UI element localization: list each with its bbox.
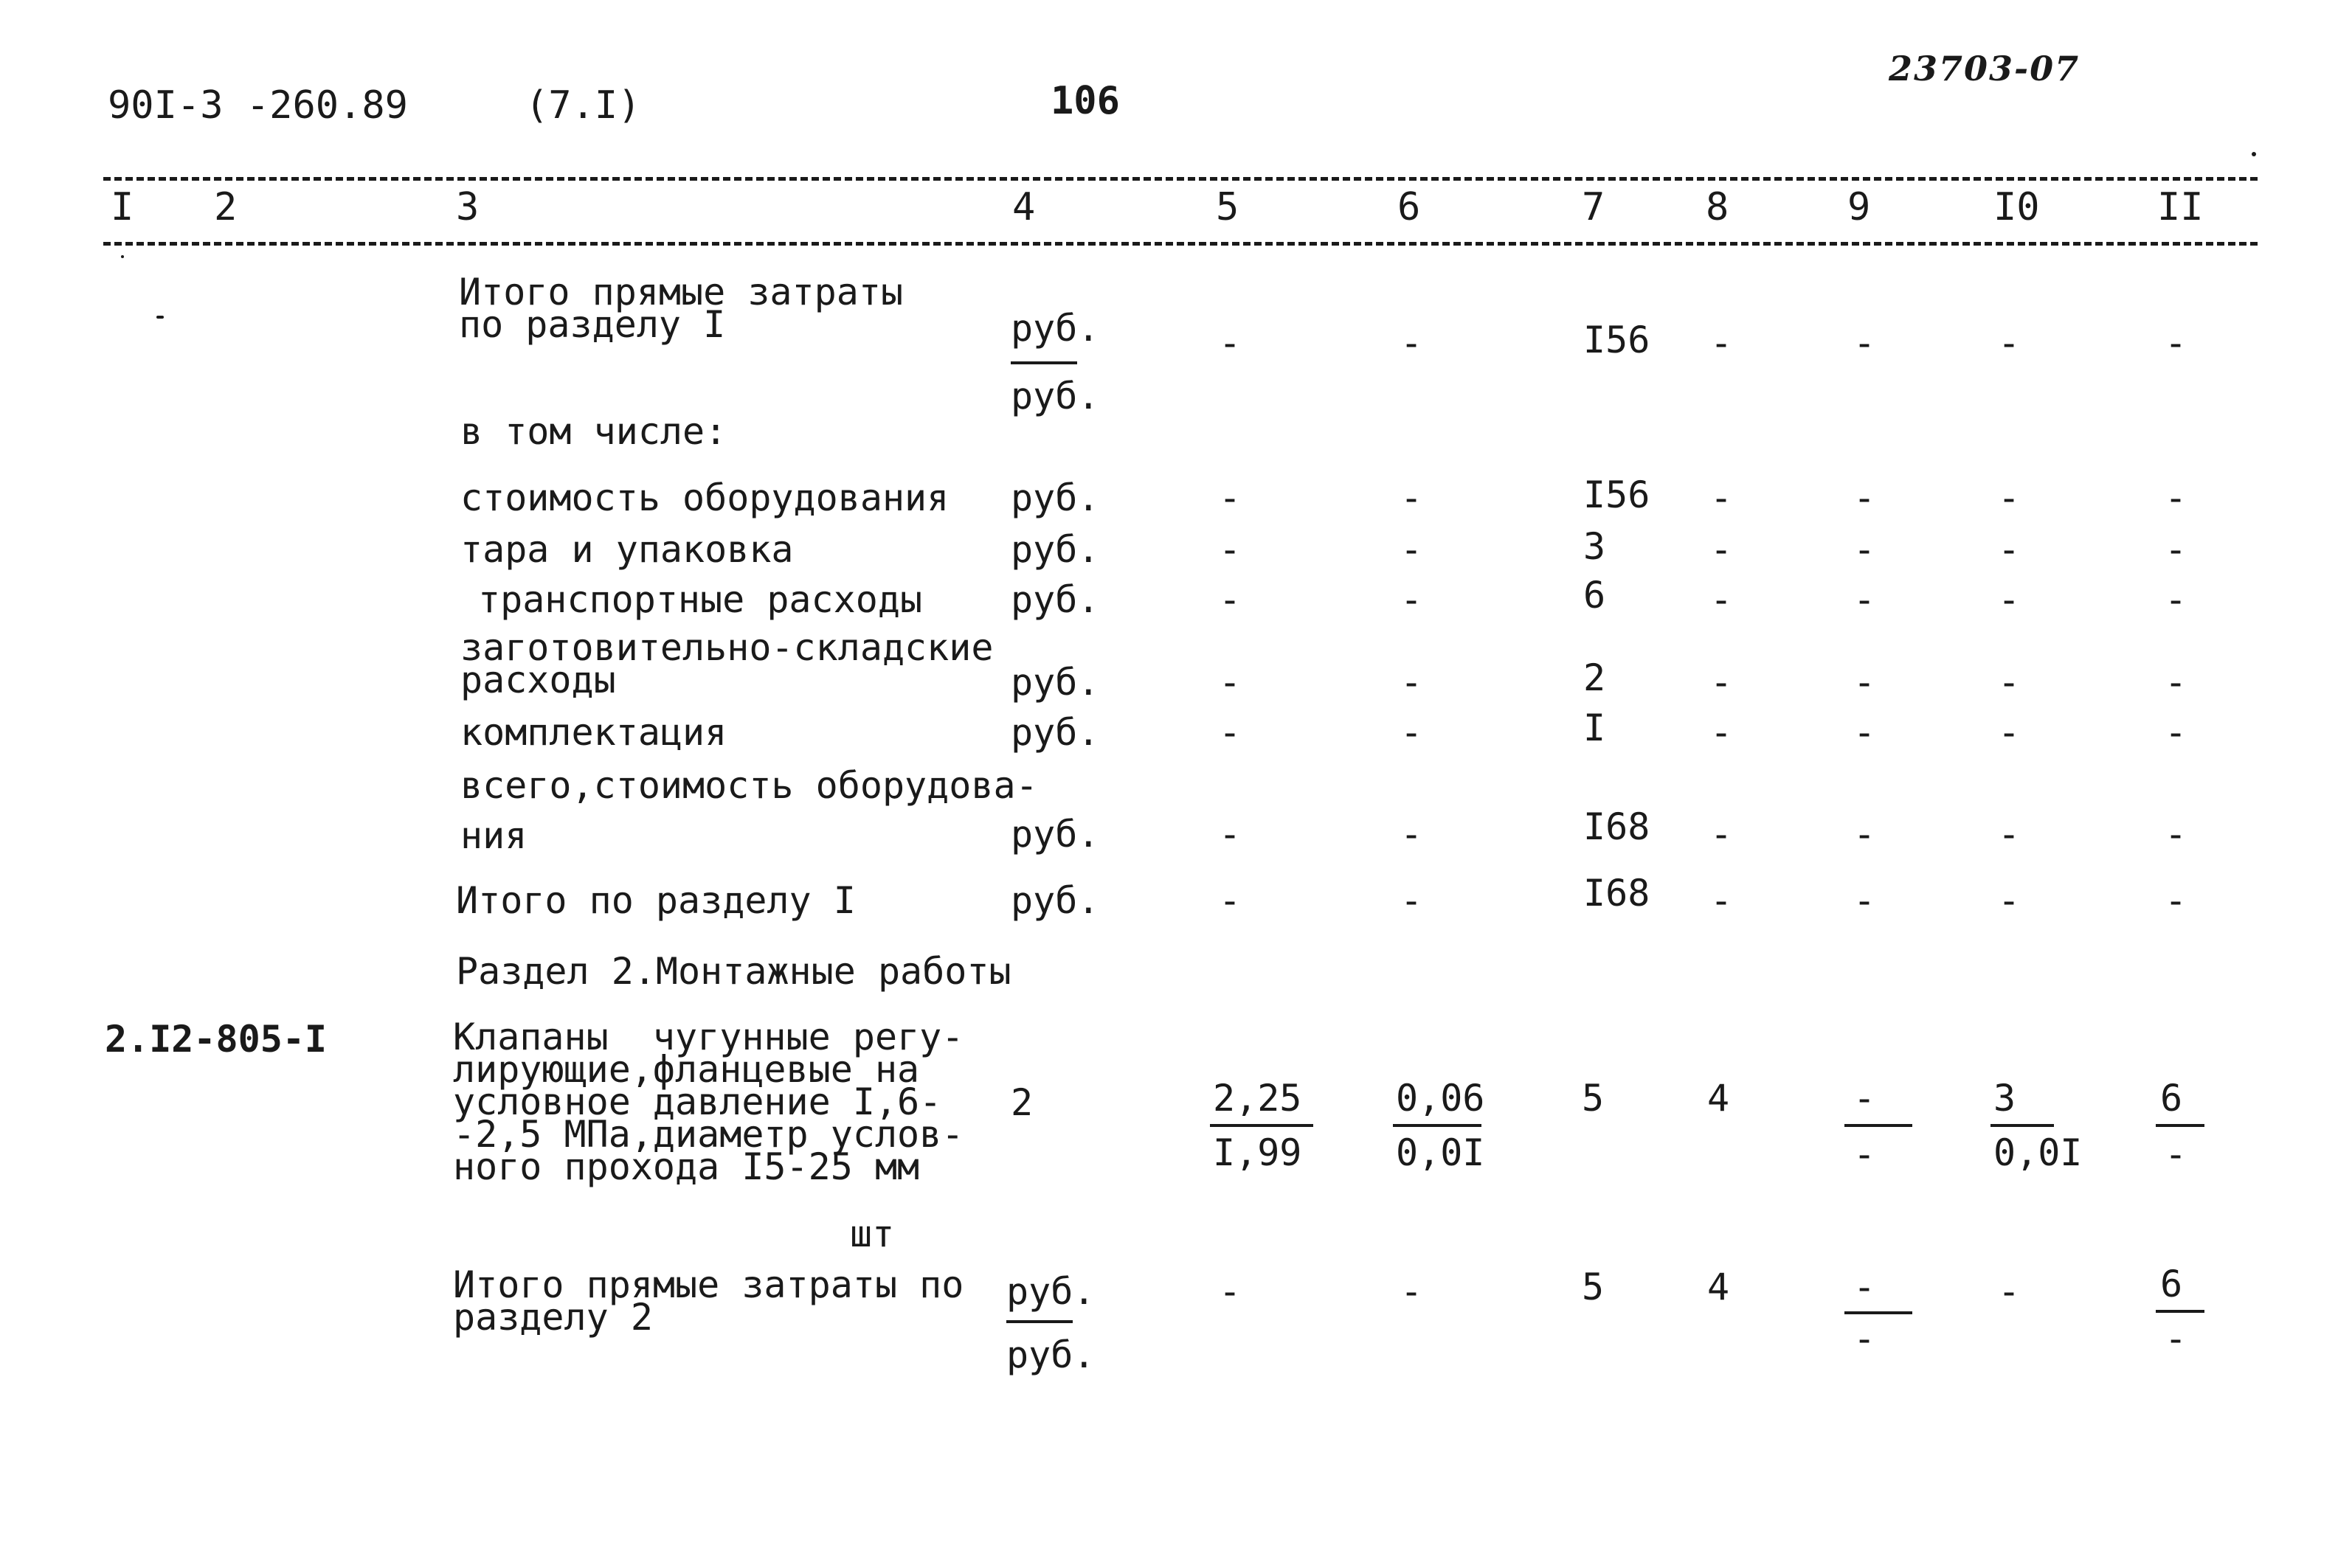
- cell-8: -: [1710, 879, 1733, 922]
- cell-6-bottom: 0,0I: [1396, 1131, 1485, 1174]
- cell-7: I68: [1583, 872, 1650, 915]
- column-header-11: II: [2157, 185, 2204, 229]
- unit-cell: руб.: [1011, 476, 1100, 519]
- column-header-10: I0: [1993, 185, 2040, 229]
- cell-11: -: [2165, 661, 2187, 704]
- section-title: Раздел 2.Монтажные работы: [456, 950, 1011, 993]
- cell-10: -: [1998, 711, 2021, 754]
- cell-11: -: [2165, 711, 2187, 754]
- cell-7: I56: [1583, 319, 1650, 361]
- unit-cell-top: руб.: [1011, 307, 1100, 350]
- column-header-7: 7: [1582, 185, 1605, 229]
- cell-7: I56: [1583, 473, 1650, 516]
- row-label: транспортные расходы: [478, 578, 923, 621]
- row-label: Итого прямые затраты по разделу 2: [453, 1263, 964, 1339]
- cell-7: 6: [1583, 574, 1606, 617]
- cell-5: -: [1219, 661, 1242, 704]
- row-label: Итого по разделу I: [456, 879, 856, 922]
- cell-11: -: [2165, 578, 2187, 621]
- cell-10: -: [1998, 813, 2021, 856]
- row-label: заготовительно-складские расходы: [460, 626, 994, 701]
- cell-9: -: [1853, 476, 1876, 519]
- row-label-line1: всего,стоимость оборудова-: [460, 764, 1038, 807]
- cell-11: -: [2165, 476, 2187, 519]
- rate-code: 2.I2-805-I: [105, 1018, 328, 1061]
- unit-cell: руб.: [1011, 528, 1100, 571]
- cell-9: -: [1853, 813, 1876, 856]
- unit-cell: руб.: [1011, 711, 1100, 754]
- cell-10: -: [1998, 528, 2021, 571]
- cell-9: -: [1853, 879, 1876, 922]
- cell-9: -: [1853, 661, 1876, 704]
- cell-10: -: [1998, 322, 2021, 364]
- cell-5: -: [1219, 1270, 1242, 1313]
- cell-6: -: [1400, 322, 1423, 364]
- print-speck: [156, 316, 164, 319]
- unit-cell-bottom: руб.: [1011, 375, 1100, 417]
- cell-7: 2: [1583, 656, 1606, 699]
- cell-6: -: [1400, 1270, 1423, 1313]
- column-header-5: 5: [1216, 185, 1239, 229]
- cell-10: -: [1998, 1270, 2021, 1313]
- cell-9: -: [1853, 711, 1876, 754]
- unit-cell: руб.: [1011, 578, 1100, 621]
- cell-11-top: 6: [2160, 1077, 2183, 1120]
- cell-7: I: [1583, 707, 1606, 749]
- row-label: Итого прямые затраты по разделу I: [459, 271, 904, 346]
- fraction-bar: [2156, 1124, 2204, 1127]
- quantity-cell: 2: [1011, 1081, 1034, 1124]
- cell-6: -: [1400, 711, 1423, 754]
- column-header-3: 3: [456, 185, 480, 229]
- cell-10: -: [1998, 578, 2021, 621]
- cell-6: -: [1400, 476, 1423, 519]
- cell-5: -: [1219, 879, 1242, 922]
- fraction-bar: [1990, 1124, 2054, 1127]
- cell-8: -: [1710, 476, 1733, 519]
- fraction-bar: [1393, 1124, 1481, 1127]
- cell-6: -: [1400, 879, 1423, 922]
- row-label-including: в том числе:: [460, 410, 727, 453]
- unit-cell-top: руб.: [1006, 1270, 1096, 1313]
- cell-9-top: -: [1853, 1077, 1876, 1120]
- fraction-bar: [1210, 1124, 1313, 1127]
- cell-10: -: [1998, 661, 2021, 704]
- cell-6-top: 0,06: [1396, 1077, 1485, 1120]
- cell-8: -: [1710, 528, 1733, 571]
- cell-5-top: 2,25: [1213, 1077, 1302, 1120]
- cell-5: -: [1219, 476, 1242, 519]
- cell-8: -: [1710, 711, 1733, 754]
- cell-8: -: [1710, 661, 1733, 704]
- cell-11: -: [2165, 322, 2187, 364]
- row-label: комплектация: [460, 711, 727, 754]
- page-number: 106: [1051, 79, 1120, 123]
- unit-cell: шт: [850, 1213, 895, 1255]
- cell-8: -: [1710, 813, 1733, 856]
- column-header-9: 9: [1847, 185, 1871, 229]
- cell-6: -: [1400, 578, 1423, 621]
- cell-9-bottom: -: [1853, 1133, 1876, 1176]
- cell-10: -: [1998, 476, 2021, 519]
- cell-9: -: [1853, 322, 1876, 364]
- column-header-6: 6: [1397, 185, 1421, 229]
- fraction-bar: [2156, 1310, 2204, 1313]
- fraction-bar: [1011, 361, 1077, 364]
- cell-11-bottom: -: [2165, 1133, 2187, 1176]
- cell-7: 5: [1582, 1266, 1605, 1308]
- cell-10-top: 3: [1993, 1077, 2016, 1120]
- row-label-line2: ния: [460, 814, 528, 857]
- unit-cell: руб.: [1011, 879, 1100, 922]
- cell-5: -: [1219, 711, 1242, 754]
- cell-8: 4: [1707, 1266, 1730, 1308]
- column-header-2: 2: [214, 185, 238, 229]
- column-header-8: 8: [1706, 185, 1729, 229]
- cell-5: -: [1219, 578, 1242, 621]
- section-number: (7.I): [525, 83, 641, 128]
- cell-5: -: [1219, 528, 1242, 571]
- unit-cell: руб.: [1011, 813, 1100, 856]
- cell-5-bottom: I,99: [1213, 1131, 1302, 1174]
- cell-6: -: [1400, 661, 1423, 704]
- column-header-4: 4: [1012, 185, 1036, 229]
- cell-11: -: [2165, 879, 2187, 922]
- cell-8: -: [1710, 578, 1733, 621]
- cell-9: -: [1853, 528, 1876, 571]
- cell-6: -: [1400, 813, 1423, 856]
- cell-5: -: [1219, 322, 1242, 364]
- fraction-bar: [1844, 1124, 1912, 1127]
- cell-7: 5: [1582, 1077, 1605, 1120]
- cell-5: -: [1219, 813, 1242, 856]
- row-label: стоимость оборудования: [460, 476, 950, 519]
- fraction-bar: [1006, 1320, 1073, 1323]
- row-label: тара и упаковка: [460, 528, 794, 571]
- row-description: Клапаны чугунные регу- лирующие,фланцевые на условное давление I,6- -2,5 МПа,диаметр услов- ного прохода I5-25 мм: [453, 1016, 964, 1188]
- cell-9-top: -: [1853, 1266, 1876, 1308]
- header-bottom-rule: [103, 242, 2258, 246]
- unit-cell: руб.: [1011, 661, 1100, 704]
- archive-number-handwritten: 23703-07: [1889, 49, 2081, 89]
- cell-11-top: 6: [2160, 1263, 2183, 1305]
- cell-7: I68: [1583, 805, 1650, 848]
- header-top-rule: [103, 177, 2258, 181]
- cell-11: -: [2165, 813, 2187, 856]
- column-header-1: I: [111, 185, 134, 229]
- cell-10-bottom: 0,0I: [1993, 1131, 2083, 1174]
- cell-10: -: [1998, 879, 2021, 922]
- cell-8: 4: [1707, 1077, 1730, 1120]
- document-code: 90I-3 -260.89: [108, 83, 408, 128]
- cell-8: -: [1710, 322, 1733, 364]
- unit-cell-bottom: руб.: [1006, 1333, 1096, 1376]
- fraction-bar: [1844, 1311, 1912, 1314]
- print-speck: [2252, 152, 2256, 156]
- cell-6: -: [1400, 528, 1423, 571]
- cell-7: 3: [1583, 525, 1606, 568]
- cell-11: -: [2165, 528, 2187, 571]
- cell-9: -: [1853, 578, 1876, 621]
- print-speck: [121, 255, 124, 258]
- cell-11-bottom: -: [2165, 1317, 2187, 1360]
- cell-9-bottom: -: [1853, 1317, 1876, 1360]
